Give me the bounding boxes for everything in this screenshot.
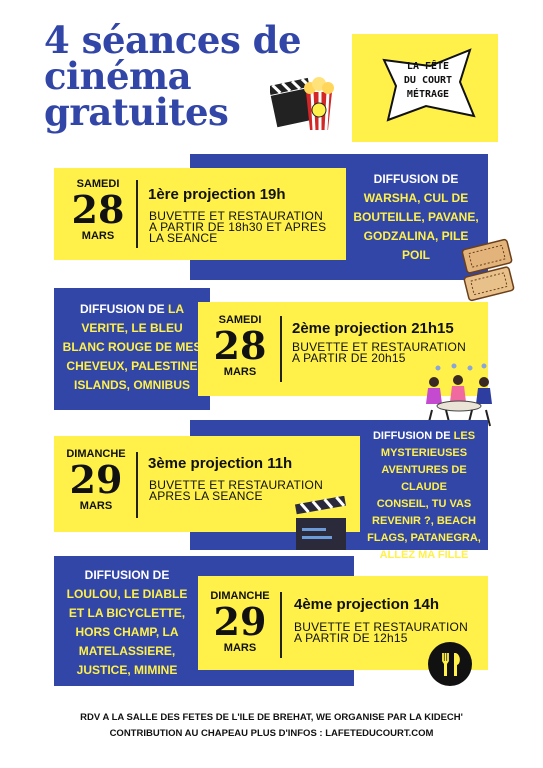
- clapperboard-popcorn-icon: [270, 70, 342, 134]
- session-3-diffusion: [360, 428, 488, 564]
- fork-knife-icon: [428, 642, 472, 686]
- clapperboard-icon: [292, 496, 350, 552]
- film-list-line: AVENTURES DE CLAUDE: [381, 464, 467, 493]
- session-4-projection: 4ème projection 14h: [294, 596, 440, 613]
- session-2-divider: [280, 316, 282, 382]
- diffusion-label: DIFFUSION DE: [372, 430, 451, 442]
- footer-contribution: CONTRIBUTION AU CHAPEAU PLUS D'INFOS : LAFETEDUCOURT.COM: [109, 728, 434, 739]
- session-4-diffusion: [54, 566, 200, 680]
- session-3-date-number: 29: [69, 457, 123, 502]
- film-list-line: BLANC ROUGE DE MES: [62, 340, 202, 354]
- session-4-info-line: A PARTIR DE 12h15: [294, 631, 408, 645]
- diffusion-label: DIFFUSION DE: [84, 568, 170, 582]
- film-list-line: HORS CHAMP, LA: [75, 625, 179, 639]
- film-list-line: POIL: [401, 248, 430, 262]
- film-list-line: CHEVEUX, PALESTINE: [66, 359, 198, 373]
- session-1-month: MARS: [81, 230, 115, 242]
- film-list-line: CONSEIL, TU VAS: [376, 498, 472, 510]
- session-4-month: MARS: [223, 642, 257, 654]
- film-list-line: ALLEZ MA FILLE: [379, 549, 469, 561]
- page-title: [44, 18, 302, 134]
- film-list-line: GODZALINA, PILE: [363, 229, 469, 243]
- film-list-line: LES: [453, 430, 476, 442]
- session-1-info: [149, 211, 326, 244]
- session-3-info-line: APRES LA SEANCE: [149, 489, 263, 503]
- film-list-line: REVENIR ?, BEACH: [372, 515, 476, 527]
- session-2-diffusion: [54, 300, 210, 395]
- logo-line-2: DU COURT: [403, 75, 453, 86]
- session-3-date: [56, 448, 136, 512]
- session-4-divider: [280, 592, 282, 658]
- session-4-info: [294, 622, 468, 644]
- session-2-day: SAMEDI: [218, 314, 262, 326]
- session-1-info-line: A PARTIR DE 18h30 ET APRES: [149, 220, 327, 234]
- title-line-2: cinéma: [44, 54, 192, 98]
- logo-line-1: LA FÊTE: [406, 61, 450, 72]
- session-2-date: [200, 314, 280, 378]
- diffusion-label: DIFFUSION DE: [373, 172, 459, 186]
- session-2-info: [292, 342, 466, 364]
- session-1-date: [58, 178, 138, 242]
- logo-line-3: MÉTRAGE: [406, 89, 450, 100]
- title-line-1: 4 séances de: [44, 18, 302, 62]
- film-list-line: LA: [168, 302, 184, 316]
- diffusion-label-line: [54, 300, 210, 319]
- session-1-day: SAMEDI: [76, 178, 120, 190]
- film-list-line: ET LA BICYCLETTE,: [68, 606, 186, 620]
- session-2-date-number: 28: [213, 323, 267, 368]
- people-dining-illustration-icon: [418, 362, 500, 428]
- film-list-line: WARSHA, CUL DE: [363, 191, 469, 205]
- film-list-line: ISLANDS, OMNIBUS: [73, 378, 190, 392]
- session-4-info-line: BUVETTE ET RESTAURATION: [294, 620, 468, 634]
- cinema-ticket-icon: [458, 236, 518, 302]
- session-3-projection: 3ème projection 11h: [148, 455, 293, 472]
- session-3-day: DIMANCHE: [66, 448, 126, 460]
- film-list-line: MYSTERIEUSES: [380, 447, 468, 459]
- footer-venue: RDV A LA SALLE DES FETES DE L'ILE DE BREHAT, WE ORGANISE PAR LA KIDECH': [80, 712, 463, 723]
- session-1-divider: [136, 180, 138, 248]
- film-list-line: LOULOU, LE DIABLE: [66, 587, 188, 601]
- session-3-divider: [136, 452, 138, 518]
- session-2-info-line: BUVETTE ET RESTAURATION: [292, 340, 466, 354]
- session-3-info-line: BUVETTE ET RESTAURATION: [149, 478, 323, 492]
- session-3-month: MARS: [79, 500, 113, 512]
- diffusion-label: DIFFUSION DE: [79, 302, 165, 316]
- session-4-day: DIMANCHE: [210, 590, 270, 602]
- diffusion-label-line: [360, 428, 488, 445]
- session-1-info-line: LA SEANCE: [149, 231, 218, 245]
- session-4-date-number: 29: [213, 599, 267, 644]
- session-2-projection: 2ème projection 21h15: [292, 320, 454, 337]
- session-1-date-number: 28: [71, 187, 125, 232]
- film-list-line: VERITE, LE BLEU: [81, 321, 183, 335]
- session-2-info-line: A PARTIR DE 20h15: [292, 351, 406, 365]
- session-4-date: [200, 590, 280, 654]
- film-list-line: FLAGS, PATANEGRA,: [367, 532, 481, 544]
- session-1-info-line: BUVETTE ET RESTAURATION: [149, 209, 323, 223]
- film-list-line: JUSTICE, MIMINE: [76, 663, 178, 677]
- session-1-projection: 1ère projection 19h: [148, 186, 286, 203]
- festival-logo-text: [383, 60, 473, 102]
- film-list-line: MATELASSIERE,: [78, 644, 176, 658]
- film-list-line: BOUTEILLE, PAVANE,: [353, 210, 479, 224]
- title-line-3: gratuites: [44, 90, 229, 134]
- session-2-month: MARS: [223, 366, 257, 378]
